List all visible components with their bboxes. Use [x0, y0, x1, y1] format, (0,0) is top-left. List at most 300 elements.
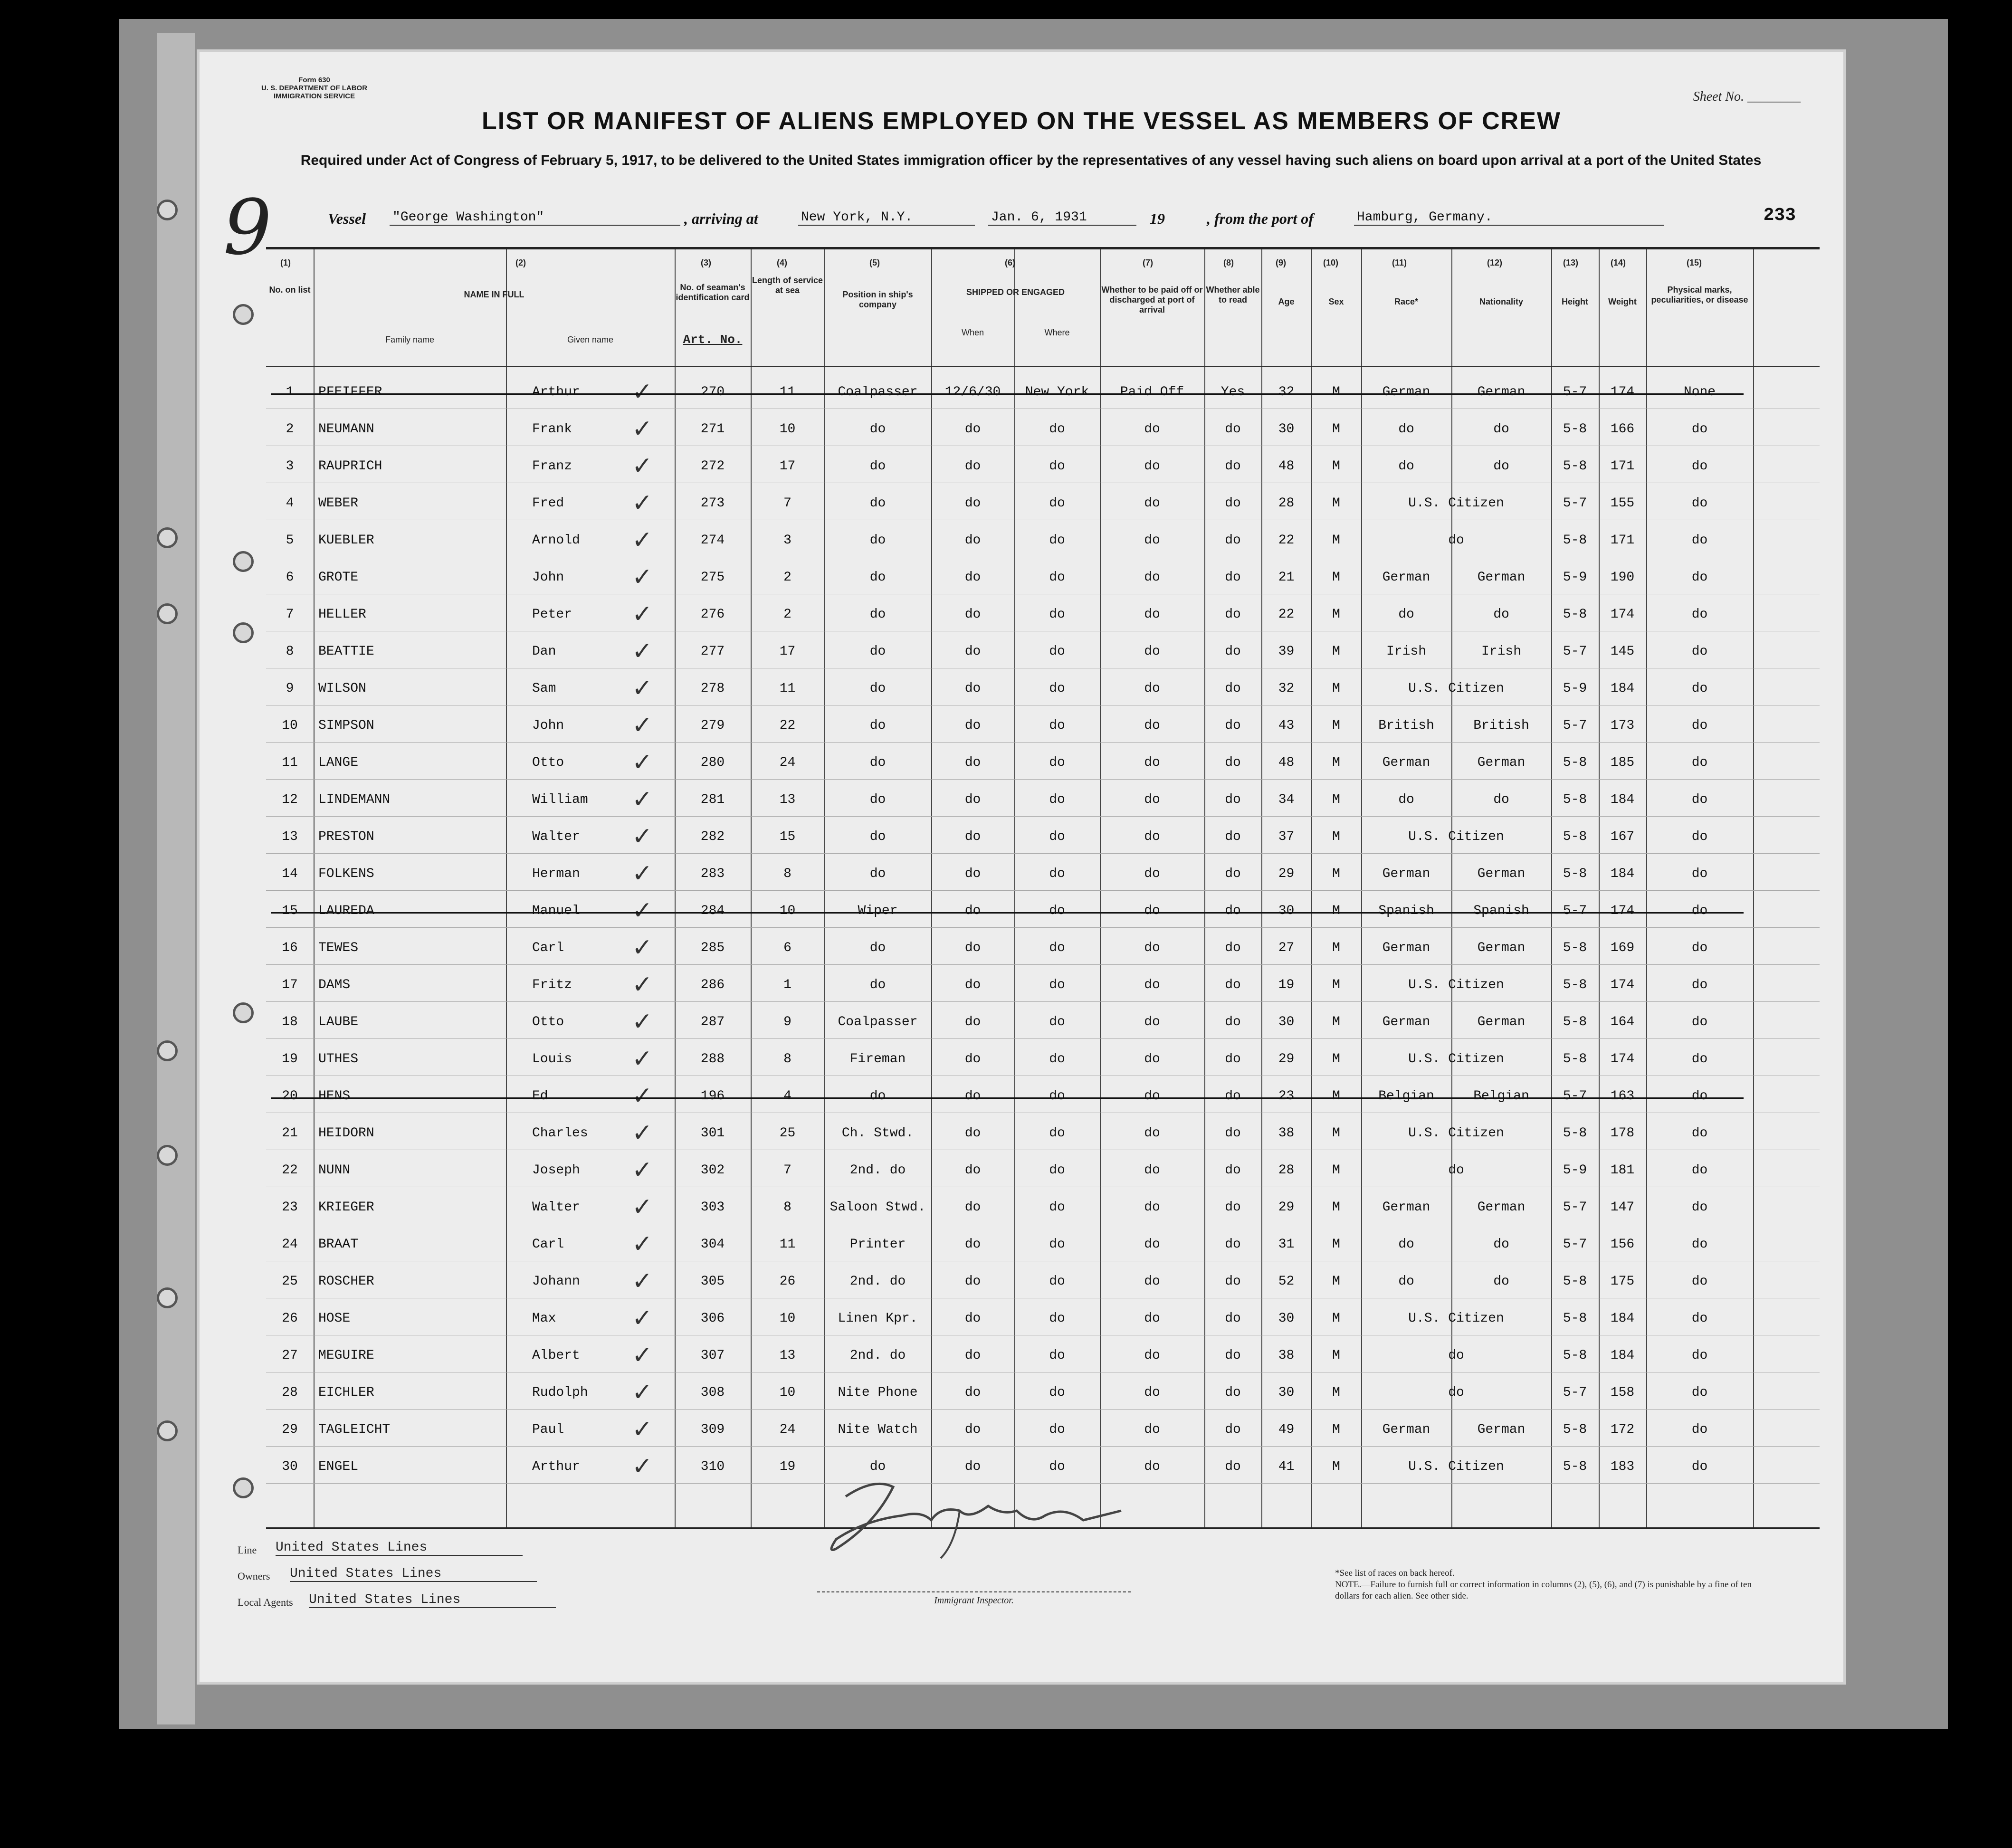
- cell-sex: M: [1332, 1052, 1340, 1067]
- cell-given: Carl: [532, 941, 564, 955]
- check-mark-icon: ✓: [632, 748, 653, 777]
- owners-label: Owners: [238, 1570, 270, 1582]
- cell-paid: do: [1144, 1311, 1160, 1326]
- check-mark-icon: ✓: [632, 637, 653, 666]
- col-num-13: (13): [1563, 258, 1579, 267]
- cell-height: 5-7: [1563, 1385, 1587, 1400]
- cell-nationality: Irish: [1481, 644, 1521, 659]
- check-mark-icon: ✓: [632, 378, 653, 406]
- cell-sex: M: [1332, 533, 1340, 548]
- cell-where: do: [1049, 1385, 1065, 1400]
- cell-when: do: [964, 755, 981, 770]
- cell-position: do: [869, 570, 886, 585]
- check-mark-icon: ✓: [632, 711, 653, 740]
- cell-when: do: [964, 459, 981, 474]
- cell-paid: do: [1144, 941, 1160, 955]
- cell-read: do: [1225, 422, 1241, 437]
- cell-nationality: do: [1493, 459, 1509, 474]
- cell-age: 30: [1278, 904, 1295, 918]
- cell-race: German: [1382, 385, 1430, 400]
- cell-paid: do: [1144, 1422, 1160, 1437]
- cell-paid: do: [1144, 1274, 1160, 1289]
- cell-sex: M: [1332, 941, 1340, 955]
- cell-position: do: [869, 644, 886, 659]
- punch-hole: [157, 1420, 178, 1441]
- binder-edge: [157, 33, 195, 1724]
- check-mark-icon: ✓: [632, 1082, 653, 1110]
- cell-where: do: [1049, 867, 1065, 881]
- header-paid-off: Whether to be paid off or discharged at port of arrival: [1101, 285, 1203, 314]
- cell-weight: 184: [1610, 867, 1635, 881]
- cell-family: WEBER: [318, 496, 359, 511]
- cell-card: 308: [700, 1385, 725, 1400]
- cell-family: LAUREDA: [318, 904, 374, 918]
- cell-age: 22: [1278, 607, 1295, 622]
- check-mark-icon: ✓: [632, 859, 653, 888]
- cell-family: TAGLEICHT: [318, 1422, 391, 1437]
- cell-height: 5-8: [1563, 867, 1587, 881]
- cell-weight: 178: [1610, 1126, 1635, 1141]
- cell-position: Fireman: [849, 1052, 906, 1067]
- cell-marks: do: [1691, 1163, 1708, 1178]
- cell-read: do: [1225, 459, 1241, 474]
- col-num-15: (15): [1687, 258, 1702, 267]
- cell-height: 5-8: [1563, 1459, 1587, 1474]
- cell-service: 13: [779, 1348, 796, 1363]
- cell-where: do: [1049, 1422, 1065, 1437]
- cell-weight: 147: [1610, 1200, 1635, 1215]
- cell-race: do: [1398, 1274, 1414, 1289]
- header-shipped-engaged: SHIPPED OR ENGAGED: [966, 287, 1065, 297]
- cell-no: 6: [286, 570, 294, 585]
- cell-marks: do: [1691, 941, 1708, 955]
- cell-marks: do: [1691, 459, 1708, 474]
- cell-service: 8: [783, 1052, 791, 1067]
- cell-read: do: [1225, 1015, 1241, 1029]
- cell-marks: do: [1691, 1015, 1708, 1029]
- cell-family: HEIDORN: [318, 1126, 374, 1141]
- col-num-3: (3): [701, 258, 711, 267]
- cell-age: 41: [1278, 1459, 1295, 1474]
- cell-card: 196: [700, 1089, 725, 1104]
- cell-family: HOSE: [318, 1311, 351, 1326]
- cell-marks: do: [1691, 1348, 1708, 1363]
- cell-when: do: [964, 533, 981, 548]
- cell-card: 272: [700, 459, 725, 474]
- cell-no: 21: [282, 1126, 298, 1141]
- check-mark-icon: ✓: [632, 1119, 653, 1147]
- cell-race: Irish: [1386, 644, 1426, 659]
- owners-value: United States Lines: [290, 1566, 537, 1582]
- cell-marks: do: [1691, 496, 1708, 511]
- cell-service: 13: [779, 792, 796, 807]
- cell-service: 8: [783, 867, 791, 881]
- cell-sex: M: [1332, 904, 1340, 918]
- cell-card: 280: [700, 755, 725, 770]
- cell-card: 275: [700, 570, 725, 585]
- cell-height: 5-7: [1563, 644, 1587, 659]
- line-label: Line: [238, 1544, 257, 1556]
- cell-when: do: [964, 570, 981, 585]
- cell-given: Otto: [532, 755, 564, 770]
- cell-where: do: [1049, 1348, 1065, 1363]
- cell-when: do: [964, 1311, 981, 1326]
- strike-through-line: [271, 912, 1744, 914]
- cell-age: 43: [1278, 718, 1295, 733]
- cell-when: 12/6/30: [944, 385, 1001, 400]
- cell-age: 28: [1278, 1163, 1295, 1178]
- cell-nationality: Spanish: [1473, 904, 1529, 918]
- cell-read: do: [1225, 829, 1241, 844]
- cell-race: U.S. Citizen: [1408, 496, 1504, 511]
- cell-given: Manuel: [532, 904, 580, 918]
- cell-marks: do: [1691, 681, 1708, 696]
- cell-service: 22: [779, 718, 796, 733]
- cell-marks: do: [1691, 533, 1708, 548]
- cell-given: Herman: [532, 867, 580, 881]
- cell-age: 29: [1278, 1052, 1295, 1067]
- cell-given: Fritz: [532, 978, 572, 992]
- cell-card: 310: [700, 1459, 725, 1474]
- sheet-no-label: Sheet No. ________: [1693, 89, 1801, 104]
- cell-read: do: [1225, 1422, 1241, 1437]
- cell-weight: 184: [1610, 792, 1635, 807]
- cell-where: do: [1049, 533, 1065, 548]
- cell-weight: 174: [1610, 607, 1635, 622]
- cell-service: 9: [783, 1015, 791, 1029]
- cell-where: do: [1049, 1274, 1065, 1289]
- cell-height: 5-8: [1563, 1274, 1587, 1289]
- cell-marks: None: [1683, 385, 1716, 400]
- cell-position: do: [869, 792, 886, 807]
- cell-paid: do: [1144, 1089, 1160, 1104]
- check-mark-icon: ✓: [632, 1193, 653, 1221]
- cell-age: 37: [1278, 829, 1295, 844]
- cell-no: 11: [282, 755, 298, 770]
- form-identifier: [261, 76, 367, 100]
- cell-read: Yes: [1221, 385, 1245, 400]
- cell-family: NEUMANN: [318, 422, 374, 437]
- cell-marks: do: [1691, 1126, 1708, 1141]
- cell-read: do: [1225, 1126, 1241, 1141]
- cell-family: PFEIFFER: [318, 385, 382, 400]
- cell-no: 30: [282, 1459, 298, 1474]
- cell-weight: 184: [1610, 681, 1635, 696]
- cell-age: 30: [1278, 1015, 1295, 1029]
- cell-read: do: [1225, 644, 1241, 659]
- cell-race: Belgian: [1378, 1089, 1434, 1104]
- cell-position: Linen Kpr.: [838, 1311, 918, 1326]
- cell-no: 16: [282, 941, 298, 955]
- sheet-number: 233: [1763, 205, 1796, 226]
- cell-age: 29: [1278, 1200, 1295, 1215]
- check-mark-icon: ✓: [632, 971, 653, 999]
- cell-read: do: [1225, 1348, 1241, 1363]
- cell-age: 31: [1278, 1237, 1295, 1252]
- cell-where: do: [1049, 1052, 1065, 1067]
- cell-age: 49: [1278, 1422, 1295, 1437]
- cell-height: 5-7: [1563, 904, 1587, 918]
- cell-paid: do: [1144, 718, 1160, 733]
- cell-service: 4: [783, 1089, 791, 1104]
- cell-family: FOLKENS: [318, 867, 374, 881]
- cell-given: Albert: [532, 1348, 580, 1363]
- cell-given: Walter: [532, 829, 580, 844]
- cell-read: do: [1225, 1237, 1241, 1252]
- cell-age: 52: [1278, 1274, 1295, 1289]
- cell-position: do: [869, 755, 886, 770]
- cell-paid: do: [1144, 1163, 1160, 1178]
- cell-age: 32: [1278, 681, 1295, 696]
- cell-age: 48: [1278, 459, 1295, 474]
- form-department: U. S. DEPARTMENT OF LABOR: [261, 84, 368, 92]
- cell-given: Carl: [532, 1237, 564, 1252]
- cell-sex: M: [1332, 422, 1340, 437]
- col-num-2: (2): [515, 258, 526, 267]
- cell-given: Peter: [532, 607, 572, 622]
- cell-when: do: [964, 422, 981, 437]
- cell-given: Max: [532, 1311, 556, 1326]
- cell-weight: 171: [1610, 533, 1635, 548]
- cell-paid: do: [1144, 1237, 1160, 1252]
- cell-paid: Paid Off: [1120, 385, 1184, 400]
- cell-service: 10: [779, 1311, 796, 1326]
- cell-family: NUNN: [318, 1163, 351, 1178]
- cell-paid: do: [1144, 1015, 1160, 1029]
- cell-card: 309: [700, 1422, 725, 1437]
- cell-when: do: [964, 718, 981, 733]
- cell-position: Coalpasser: [838, 385, 918, 400]
- cell-weight: 184: [1610, 1348, 1635, 1363]
- cell-service: 25: [779, 1126, 796, 1141]
- cell-family: BEATTIE: [318, 644, 374, 659]
- cell-position: 2nd. do: [849, 1274, 906, 1289]
- cell-age: 32: [1278, 385, 1295, 400]
- cell-card: 304: [700, 1237, 725, 1252]
- cell-marks: do: [1691, 829, 1708, 844]
- cell-nationality: German: [1477, 385, 1526, 400]
- cell-given: Joseph: [532, 1163, 580, 1178]
- cell-paid: do: [1144, 644, 1160, 659]
- inspector-signature-image: [817, 1468, 1150, 1563]
- cell-no: 25: [282, 1274, 298, 1289]
- cell-family: HENS: [318, 1089, 351, 1104]
- cell-when: do: [964, 867, 981, 881]
- manifest-table: [266, 247, 1820, 1529]
- cell-position: do: [869, 681, 886, 696]
- cell-paid: do: [1144, 1348, 1160, 1363]
- from-port-label: , from the port of: [1207, 210, 1314, 227]
- cell-service: 7: [783, 496, 791, 511]
- form-number: Form 630: [298, 76, 330, 84]
- cell-height: 5-9: [1563, 570, 1587, 585]
- cell-family: HELLER: [318, 607, 366, 622]
- cell-paid: do: [1144, 978, 1160, 992]
- cell-read: do: [1225, 941, 1241, 955]
- cell-position: 2nd. do: [849, 1163, 906, 1178]
- cell-no: 15: [282, 904, 298, 918]
- cell-sex: M: [1332, 1015, 1340, 1029]
- cell-sex: M: [1332, 1422, 1340, 1437]
- cell-race: German: [1382, 941, 1430, 955]
- cell-card: 278: [700, 681, 725, 696]
- cell-service: 10: [779, 1385, 796, 1400]
- cell-position: do: [869, 496, 886, 511]
- cell-race: German: [1382, 1422, 1430, 1437]
- cell-marks: do: [1691, 1274, 1708, 1289]
- cell-given: Fred: [532, 496, 564, 511]
- cell-paid: do: [1144, 496, 1160, 511]
- year-prefix: 19: [1150, 210, 1165, 227]
- cell-read: do: [1225, 681, 1241, 696]
- check-mark-icon: ✓: [632, 600, 653, 629]
- cell-nationality: German: [1477, 1422, 1526, 1437]
- cell-where: do: [1049, 1237, 1065, 1252]
- punch-hole: [157, 527, 178, 548]
- cell-where: do: [1049, 1311, 1065, 1326]
- cell-race: German: [1382, 1200, 1430, 1215]
- cell-given: Franz: [532, 459, 572, 474]
- cell-no: 4: [286, 496, 294, 511]
- cell-position: Printer: [849, 1237, 906, 1252]
- punch-hole: [157, 1287, 178, 1308]
- cell-sex: M: [1332, 1385, 1340, 1400]
- cell-race: U.S. Citizen: [1408, 978, 1504, 992]
- cell-no: 3: [286, 459, 294, 474]
- cell-marks: do: [1691, 607, 1708, 622]
- cell-when: do: [964, 496, 981, 511]
- punch-hole: [233, 622, 254, 643]
- cell-nationality: do: [1493, 1274, 1509, 1289]
- cell-height: 5-8: [1563, 1311, 1587, 1326]
- header-nationality: Nationality: [1479, 297, 1523, 306]
- cell-where: do: [1049, 570, 1065, 585]
- cell-where: do: [1049, 1015, 1065, 1029]
- punch-hole: [157, 200, 178, 220]
- departure-port: Hamburg, Germany.: [1354, 210, 1664, 226]
- check-mark-icon: ✓: [632, 1045, 653, 1073]
- cell-family: PRESTON: [318, 829, 374, 844]
- footer-agents-row: [238, 1592, 461, 1609]
- cell-when: do: [964, 1237, 981, 1252]
- cell-sex: M: [1332, 385, 1340, 400]
- arriving-label: , arriving at: [684, 210, 758, 227]
- check-mark-icon: ✓: [632, 1156, 653, 1184]
- check-mark-icon: ✓: [632, 1304, 653, 1333]
- races-note: *See list of races on back hereof.: [1335, 1568, 1455, 1578]
- cell-family: RAUPRICH: [318, 459, 382, 474]
- cell-no: 26: [282, 1311, 298, 1326]
- cell-service: 15: [779, 829, 796, 844]
- cell-weight: 175: [1610, 1274, 1635, 1289]
- cell-family: KRIEGER: [318, 1200, 374, 1215]
- cell-sex: M: [1332, 1163, 1340, 1178]
- cell-where: New York: [1025, 385, 1089, 400]
- cell-marks: do: [1691, 570, 1708, 585]
- cell-race: do: [1398, 459, 1414, 474]
- cell-sex: M: [1332, 459, 1340, 474]
- cell-weight: 167: [1610, 829, 1635, 844]
- cell-when: do: [964, 1385, 981, 1400]
- cell-given: Frank: [532, 422, 572, 437]
- cell-weight: 174: [1610, 978, 1635, 992]
- cell-marks: do: [1691, 1459, 1708, 1474]
- agents-label: Local Agents: [238, 1596, 293, 1608]
- cell-family: ROSCHER: [318, 1274, 374, 1289]
- check-mark-icon: ✓: [632, 1341, 653, 1370]
- cell-card: 286: [700, 978, 725, 992]
- cell-weight: 169: [1610, 941, 1635, 955]
- cell-age: 19: [1278, 978, 1295, 992]
- col-num-5: (5): [869, 258, 880, 267]
- cell-no: 24: [282, 1237, 298, 1252]
- check-mark-icon: ✓: [632, 1452, 653, 1481]
- cell-read: do: [1225, 1200, 1241, 1215]
- cell-sex: M: [1332, 607, 1340, 622]
- check-mark-icon: ✓: [632, 822, 653, 851]
- cell-marks: do: [1691, 978, 1708, 992]
- footer-notes: [1335, 1568, 1772, 1602]
- cell-paid: do: [1144, 1052, 1160, 1067]
- cell-race: U.S. Citizen: [1408, 1052, 1504, 1067]
- cell-position: do: [869, 533, 886, 548]
- cell-race: German: [1382, 755, 1430, 770]
- punch-hole: [157, 1145, 178, 1166]
- cell-card: 283: [700, 867, 725, 881]
- cell-race: U.S. Citizen: [1408, 1126, 1504, 1141]
- cell-service: 2: [783, 570, 791, 585]
- header-height: Height: [1562, 297, 1588, 306]
- cell-where: do: [1049, 1200, 1065, 1215]
- cell-family: LINDEMANN: [318, 792, 391, 807]
- cell-no: 29: [282, 1422, 298, 1437]
- cell-card: 277: [700, 644, 725, 659]
- cell-height: 5-8: [1563, 755, 1587, 770]
- header-name-in-full: NAME IN FULL: [464, 290, 524, 299]
- cell-age: 28: [1278, 496, 1295, 511]
- cell-position: do: [869, 718, 886, 733]
- cell-age: 29: [1278, 867, 1295, 881]
- cell-where: do: [1049, 422, 1065, 437]
- header-length-service: Length of service at sea: [752, 276, 823, 295]
- vessel-line: [285, 204, 1801, 233]
- cell-height: 5-7: [1563, 1237, 1587, 1252]
- cell-sex: M: [1332, 867, 1340, 881]
- col-num-8: (8): [1223, 258, 1234, 267]
- punch-hole: [157, 603, 178, 624]
- cell-marks: do: [1691, 1052, 1708, 1067]
- cell-marks: do: [1691, 1422, 1708, 1437]
- col-num-11: (11): [1392, 258, 1407, 267]
- cell-service: 17: [779, 459, 796, 474]
- cell-given: Johann: [532, 1274, 580, 1289]
- cell-position: Nite Watch: [838, 1422, 918, 1437]
- cell-where: do: [1049, 1163, 1065, 1178]
- cell-paid: do: [1144, 607, 1160, 622]
- cell-height: 5-7: [1563, 1200, 1587, 1215]
- cell-when: do: [964, 1422, 981, 1437]
- check-mark-icon: ✓: [632, 489, 653, 517]
- cell-given: Rudolph: [532, 1385, 588, 1400]
- cell-height: 5-8: [1563, 1422, 1587, 1437]
- cell-card: 301: [700, 1126, 725, 1141]
- punch-hole: [233, 304, 254, 325]
- col-num-14: (14): [1611, 258, 1626, 267]
- cell-no: 20: [282, 1089, 298, 1104]
- cell-weight: 174: [1610, 1052, 1635, 1067]
- cell-marks: do: [1691, 644, 1708, 659]
- check-mark-icon: ✓: [632, 526, 653, 554]
